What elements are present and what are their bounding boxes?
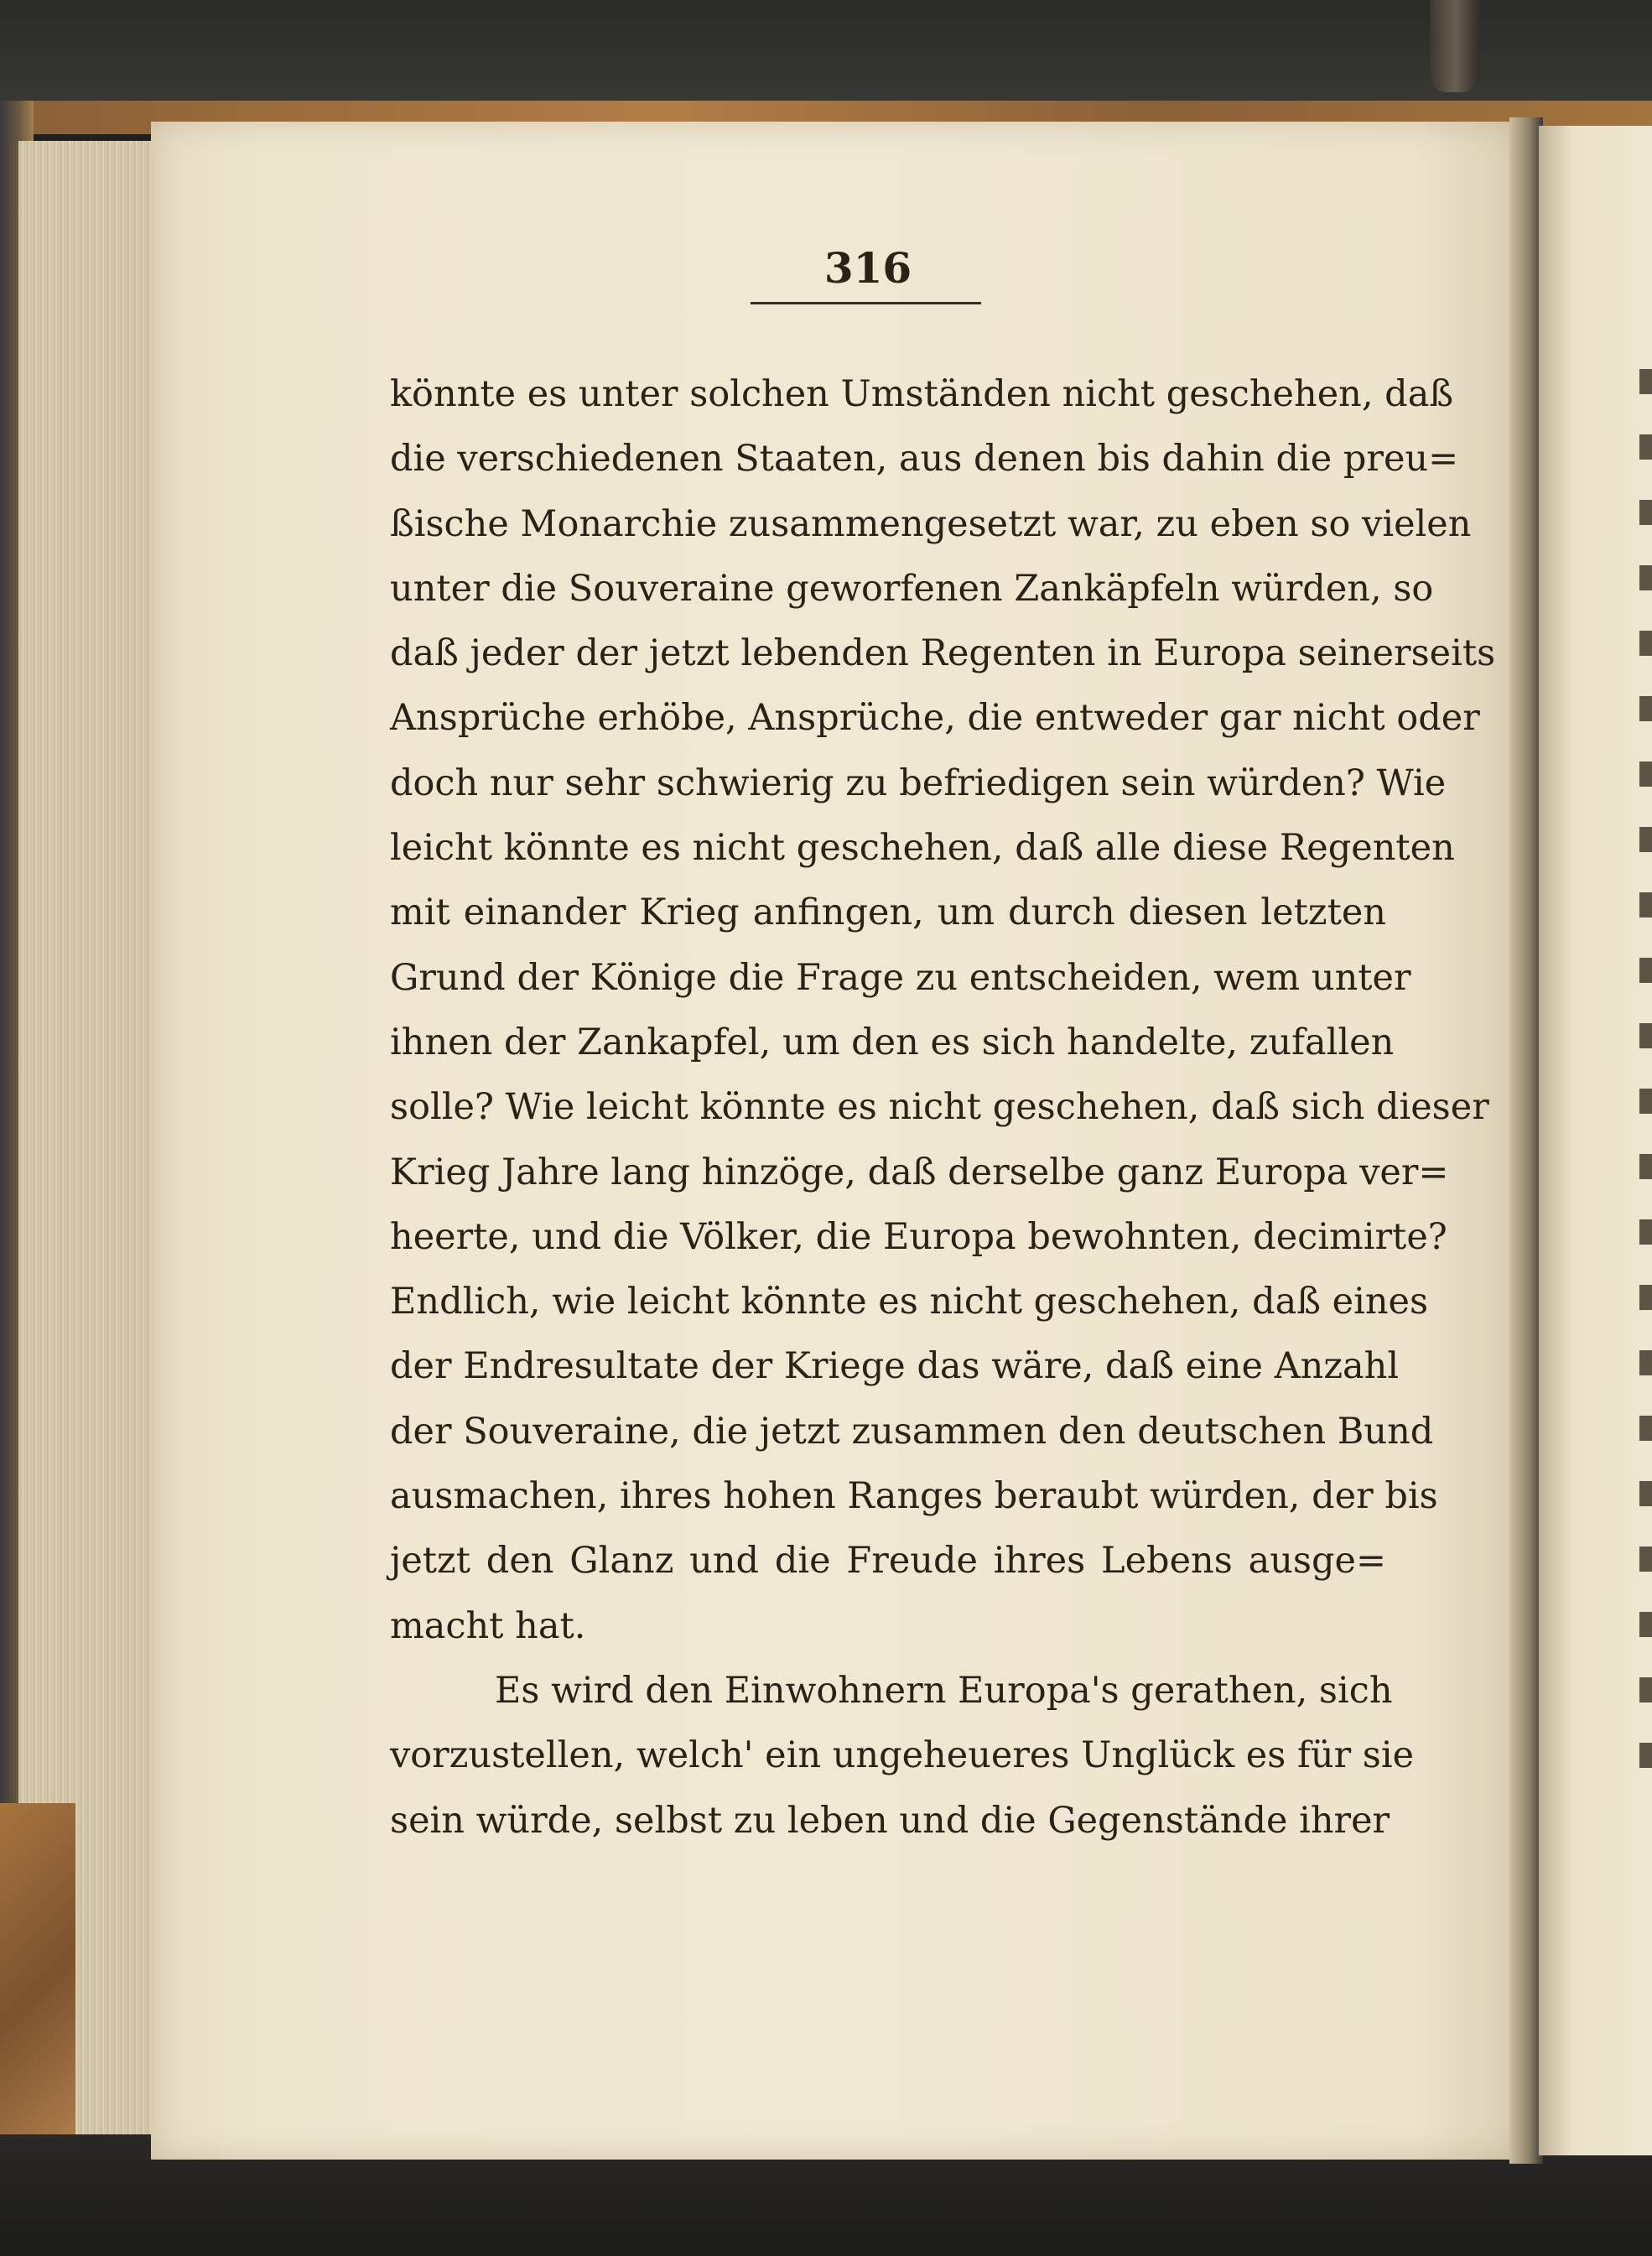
text-line: daß jeder der jetzt lebenden Regenten in Europa seinerseits: [390, 632, 1496, 675]
text-line: solle? Wie leicht könnte es nicht geschehen, daß sich dieser: [390, 1086, 1489, 1129]
text-line: ßische Monarchie zusammengesetzt war, zu eben so vielen: [390, 502, 1472, 545]
text-line: doch nur sehr schwierig zu befriedigen sein würden? Wie: [390, 762, 1447, 804]
text-line: ihnen der Zankapfel, um den es sich handelte, zufallen: [390, 1021, 1395, 1063]
facing-page: [1539, 126, 1652, 2155]
text-line: vorzustellen, welch' ein ungeheueres Unglück es für sie: [390, 1734, 1415, 1777]
text-line: heerte, und die Völker, die Europa bewohnten, decimirte?: [390, 1215, 1447, 1258]
background-top: [0, 0, 1652, 117]
text-line: Es wird den Einwohnern Europa's gerathen, sich: [495, 1669, 1393, 1712]
bookmark-ribbon: [1430, 0, 1480, 92]
text-line: Ansprüche erhöbe, Ansprüche, die entweder gar nicht oder: [390, 697, 1480, 740]
text-line: könnte es unter solchen Umständen nicht geschehen, daß: [390, 373, 1454, 415]
header-rule: [751, 302, 981, 304]
text-line: jetzt den Glanz und die Freude ihres Lebens ausge=: [390, 1540, 1386, 1583]
text-line: leicht könnte es nicht geschehen, daß alle diese Regenten: [390, 827, 1455, 870]
leather-corner: [0, 1803, 75, 2181]
text-line: der Souveraine, die jetzt zusammen den deutschen Bund: [390, 1410, 1434, 1453]
facing-page-text-edge: [1639, 369, 1652, 1795]
text-line: Grund der Könige die Frage zu entscheiden, wem unter: [390, 956, 1411, 999]
text-line: sein würde, selbst zu leben und die Gegenstände ihrer: [390, 1799, 1390, 1842]
text-line: die verschiedenen Staaten, aus denen bis dahin die preu=: [390, 438, 1459, 481]
text-line: der Endresultate der Kriege das wäre, daß eine Anzahl: [390, 1345, 1400, 1388]
book-gutter: [1509, 117, 1543, 2164]
text-line: Krieg Jahre lang hinzöge, daß derselbe ganz Europa ver=: [390, 1151, 1449, 1193]
text-line: ausmachen, ihres hohen Ranges beraubt würden, der bis: [390, 1475, 1438, 1518]
text-line: macht hat.: [390, 1604, 586, 1647]
text-line: Endlich, wie leicht könnte es nicht geschehen, daß eines: [390, 1281, 1429, 1323]
text-line: unter die Souveraine geworfenen Zankäpfeln würden, so: [390, 567, 1434, 610]
page-number: 316: [823, 243, 912, 293]
page-text: [390, 362, 1496, 1853]
text-line: mit einander Krieg anfingen, um durch diesen letzten: [390, 891, 1386, 934]
